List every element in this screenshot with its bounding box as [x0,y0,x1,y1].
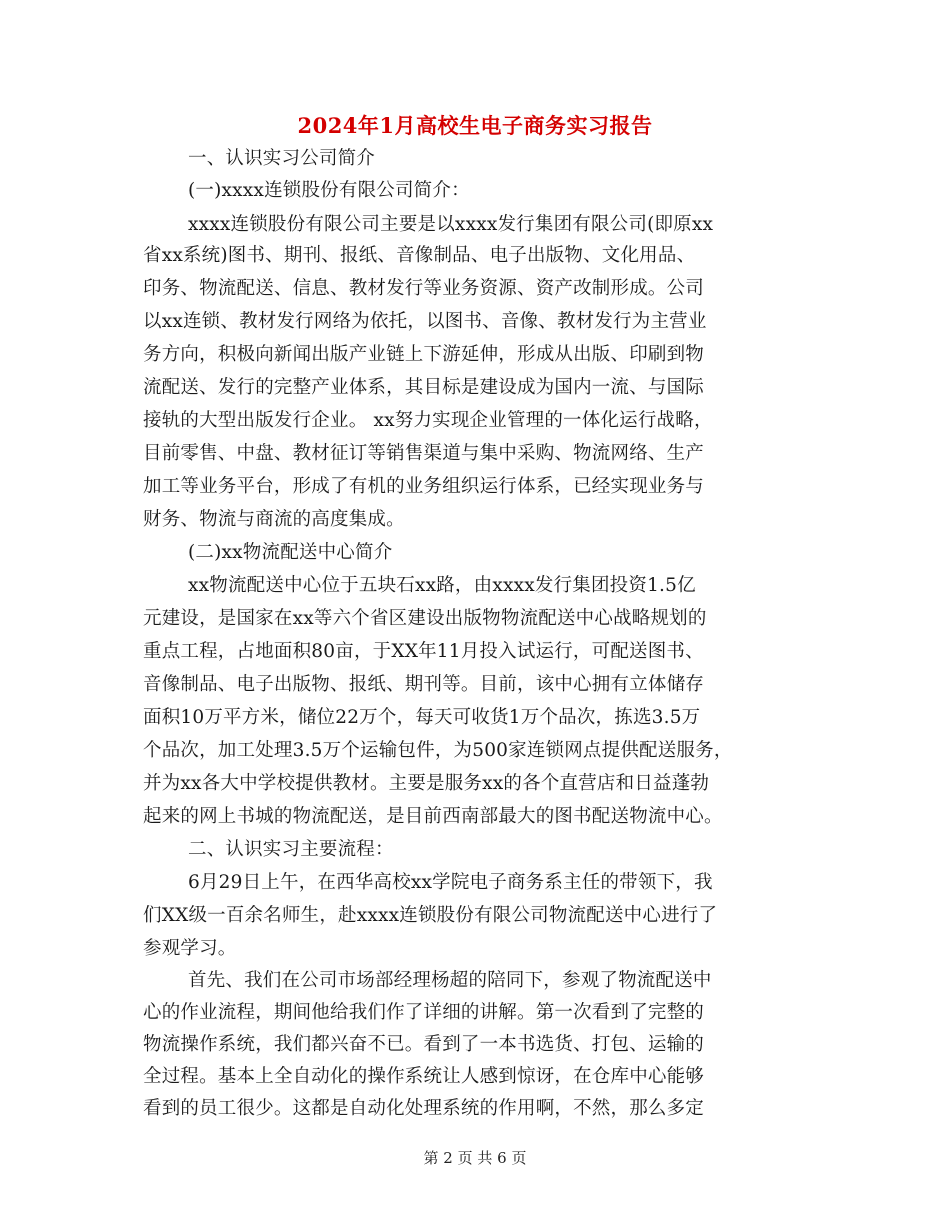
paragraph-line: 目前零售、中盘、教材征订等销售渠道与集中采购、物流网络、生产 [143,443,705,464]
paragraph-line: 6月29日上午，在西华高校xx学院电子商务系主任的带领下，我 [188,872,713,893]
paragraph-line: 物流操作系统，我们都兴奋不已。看到了一本书选货、打包、运输的 [143,1034,705,1055]
paragraph-line: 财务、物流与商流的高度集成。 [143,509,405,530]
paragraph-line: xxxx连锁股份有限公司主要是以xxxx发行集团有限公司(即原xx [188,214,714,235]
section-heading-1: 一、认识实习公司简介 [188,148,376,169]
paragraph-line: 面积10万平方米，储位22万个，每天可收货1万个品次，拣选3.5万 [143,707,701,728]
paragraph-line: 们XX级一百余名师生，赴xxxx连锁股份有限公司物流配送中心进行了 [143,905,718,926]
paragraph-line: 心的作业流程，期间他给我们作了详细的讲解。第一次看到了完整的 [143,1002,705,1023]
paragraph-line: 参观学习。 [143,938,237,959]
paragraph-line: 看到的员工很少。这都是自动化处理系统的作用啊，不然，那么多定 [143,1098,705,1119]
subsection-heading-2: (二)xx物流配送中心简介 [188,542,393,563]
paragraph-line: 起来的网上书城的物流配送，是目前西南部最大的图书配送物流中心。 [143,806,723,827]
paragraph-line: 重点工程，占地面积80亩，于XX年11月投入试运行，可配送图书、 [143,641,704,662]
paragraph-line: 全过程。基本上全自动化的操作系统让人感到惊讶，在仓库中心能够 [143,1066,705,1087]
paragraph-line: 加工等业务平台，形成了有机的业务组织运行体系，已经实现业务与 [143,476,705,497]
paragraph-line: 省xx系统)图书、期刊、报纸、音像制品、电子出版物、文化用品、 [143,245,696,266]
subsection-heading-1: (一)xxxx连锁股份有限公司简介： [188,180,470,201]
paragraph-line: xx物流配送中心位于五块石xx路，由xxxx发行集团投资1.5亿 [188,575,696,596]
document-title: 2024年1月高校生电子商务实习报告 [297,113,653,138]
paragraph-line: 以xx连锁、教材发行网络为依托，以图书、音像、教材发行为主营业 [143,311,707,332]
paragraph-line: 务方向，积极向新闻出版产业链上下游延伸，形成从出版、印刷到物 [143,344,705,365]
paragraph-line: 并为xx各大中学校提供教材。主要是服务xx的各个直营店和日益蓬勃 [143,773,710,794]
paragraph-line: 流配送、发行的完整产业体系，其目标是建设成为国内一流、与国际 [143,377,705,398]
paragraph-line: 首先、我们在公司市场部经理杨超的陪同下，参观了物流配送中 [188,970,712,991]
paragraph-line: 印务、物流配送、信息、教材发行等业务资源、资产改制形成。公司 [143,278,705,299]
section-heading-2: 二、认识实习主要流程： [188,839,394,860]
paragraph-line: 元建设，是国家在xx等六个省区建设出版物物流配送中心战略规划的 [143,608,707,629]
page-number-footer: 第 2 页 共 6 页 [423,1149,527,1167]
paragraph-line: 个品次，加工处理3.5万个运输包件，为500家连锁网点提供配送服务， [143,740,733,761]
paragraph-line: 音像制品、电子出版物、报纸、期刊等。目前，该中心拥有立体储存 [143,674,705,695]
paragraph-line: 接轨的大型出版发行企业。 xx努力实现企业管理的一体化运行战略， [143,410,713,431]
